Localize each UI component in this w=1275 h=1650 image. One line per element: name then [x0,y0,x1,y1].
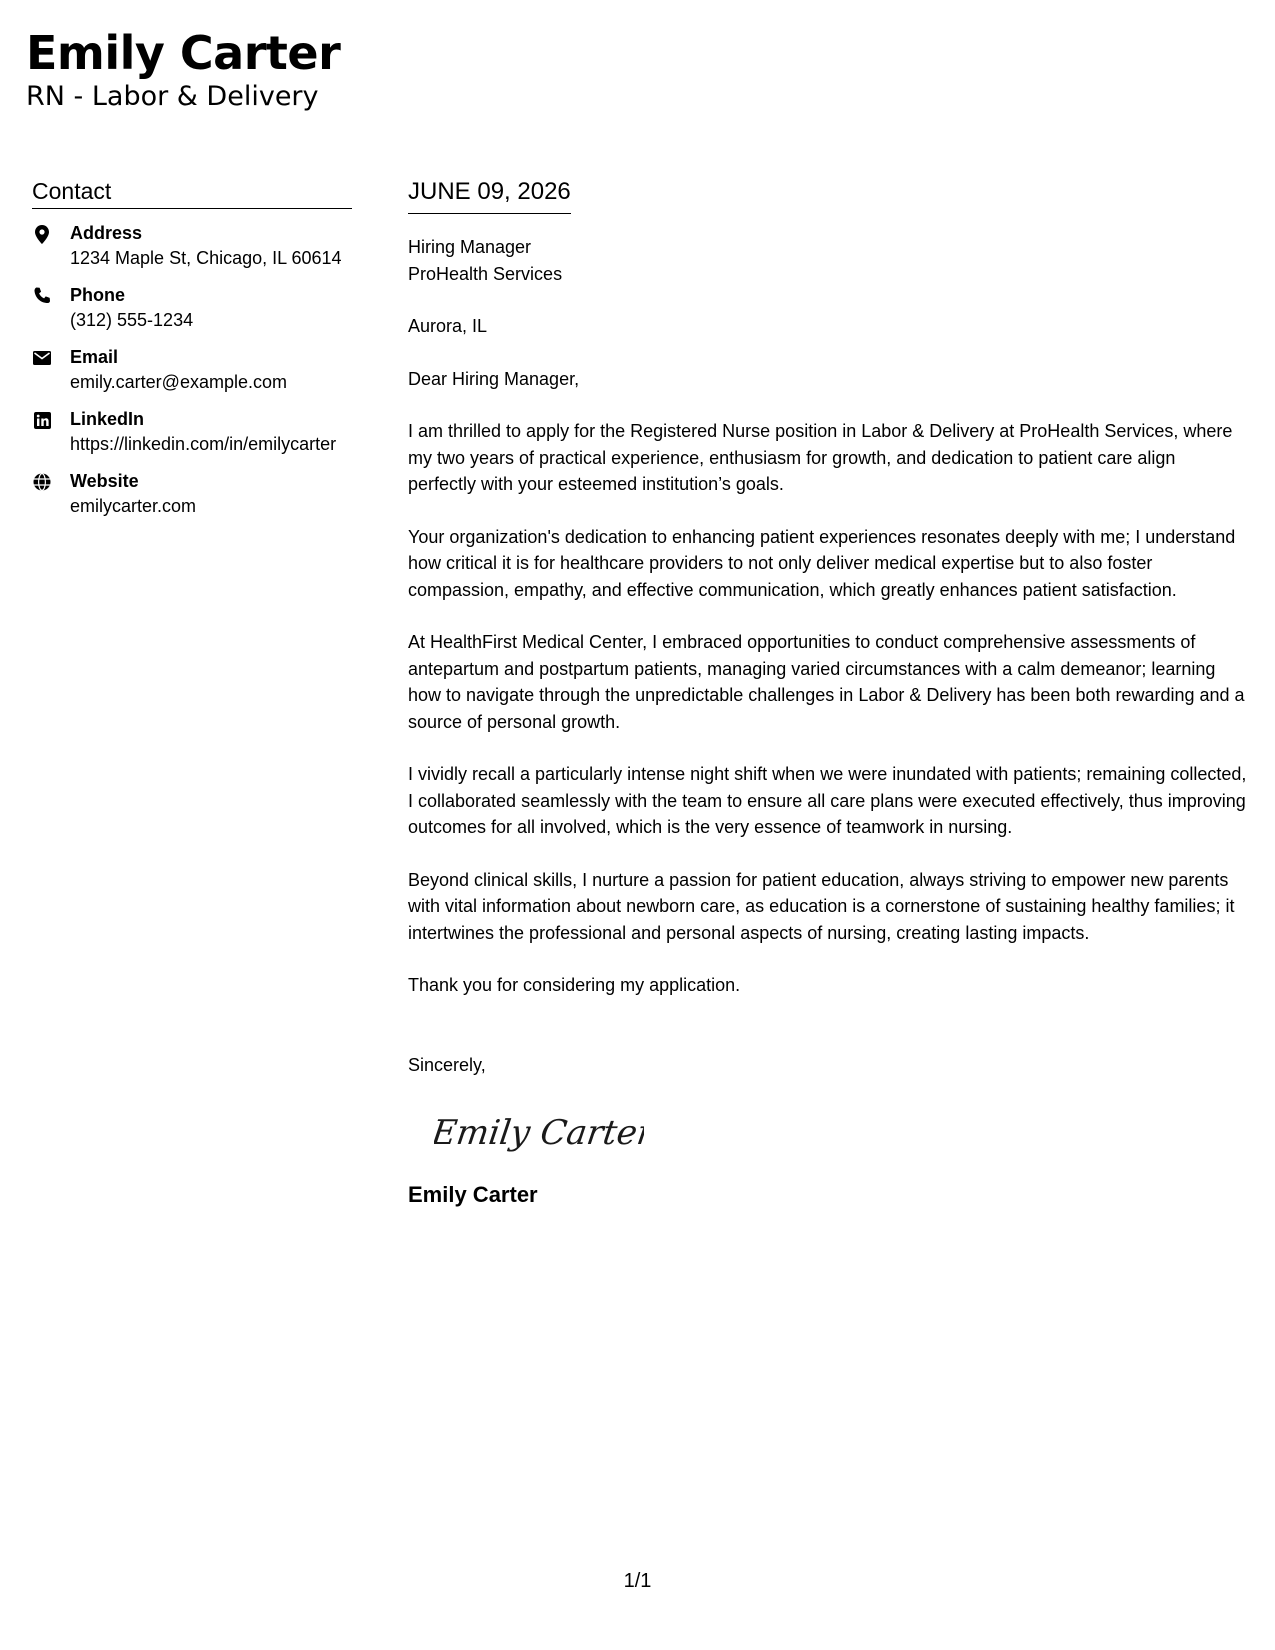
letter-body [408,176,1248,1210]
contact-item-linkedin [32,407,352,457]
envelope-icon [32,348,52,368]
signature-text: Emily Carter [434,1113,644,1153]
recipient-title: Hiring Manager [408,237,532,257]
contact-label: Address [70,223,143,243]
applicant-title: RN - Labor & Delivery [26,81,319,112]
location-pin-icon [32,224,52,244]
recipient-company: ProHealth Services [408,263,563,284]
contact-list [32,221,352,519]
page-number: 1/1 [623,1570,652,1592]
contact-value: 1234 Maple St, Chicago, IL 60614 [70,248,342,268]
letter-closing: Sincerely, [408,1054,486,1075]
contact-sidebar [32,176,352,531]
letter-paragraph: I am thrilled to apply for the Registered Nurse position in Labor & Delivery at ProHealth Services, where my two years of practical experience, enthusiasm for growth, and dedication to patient care align perfectly with your esteemed institution’s goals. [408,421,1233,494]
contact-label: LinkedIn [70,409,145,429]
contact-label: Website [70,471,139,491]
letter-paragraph: At HealthFirst Medical Center, I embraced opportunities to conduct comprehensive assessments of antepartum and postpartum patients, managing varied circumstances with a calm demeanor; learning how to navigate through the unpredictable challenges in Labor & Delivery has been both rewarding and a source of personal growth. [408,632,1245,732]
applicant-name: Emily Carter [26,26,341,80]
contact-label: Phone [70,285,126,305]
contact-item-address [32,221,352,271]
contact-value: emilycarter.com [70,496,197,516]
letter-greeting: Dear Hiring Manager, [408,368,580,389]
linkedin-icon [32,410,52,430]
contact-item-phone [32,283,352,333]
phone-icon [32,286,52,306]
contact-heading: Contact [32,176,352,209]
signer-name: Emily Carter [408,1182,538,1207]
handwritten-signature [434,1104,1248,1160]
contact-value: https://linkedin.com/in/emilycarter [70,434,337,454]
resume-header [26,22,340,112]
letter-paragraph: Your organization's dedication to enhancing patient experiences resonates deeply with me; I understand how critical it is for healthcare providers to not only deliver medical expertise but to also foster compassion, empathy, and effective communication, which greatly enhances patient satisfaction. [408,526,1236,600]
contact-item-website [32,469,352,519]
recipient-block [408,234,1248,287]
contact-item-email [32,345,352,395]
letter-date: JUNE 09, 2026 [408,176,571,214]
letter-paragraph: I vividly recall a particularly intense night shift when we were inundated with patients; remaining collected, I collaborated seamlessly with the team to ensure all care plans were executed effectively, thus improving outcomes for all involved, which is the very essence of teamwork in nursing. [408,764,1247,837]
contact-value: (312) 555-1234 [70,310,194,330]
letter-paragraph: Thank you for considering my application. [408,975,741,995]
globe-icon [32,472,52,492]
recipient-location: Aurora, IL [408,316,488,336]
contact-value: emily.carter@example.com [70,372,287,392]
letter-paragraph: Beyond clinical skills, I nurture a passion for patient education, always striving to empower new parents with vital information about newborn care, as education is a cornerstone of sustaining healthy families; it intertwines the professional and personal aspects of nursing, creating lasting impacts. [408,869,1235,943]
contact-label: Email [70,347,119,367]
